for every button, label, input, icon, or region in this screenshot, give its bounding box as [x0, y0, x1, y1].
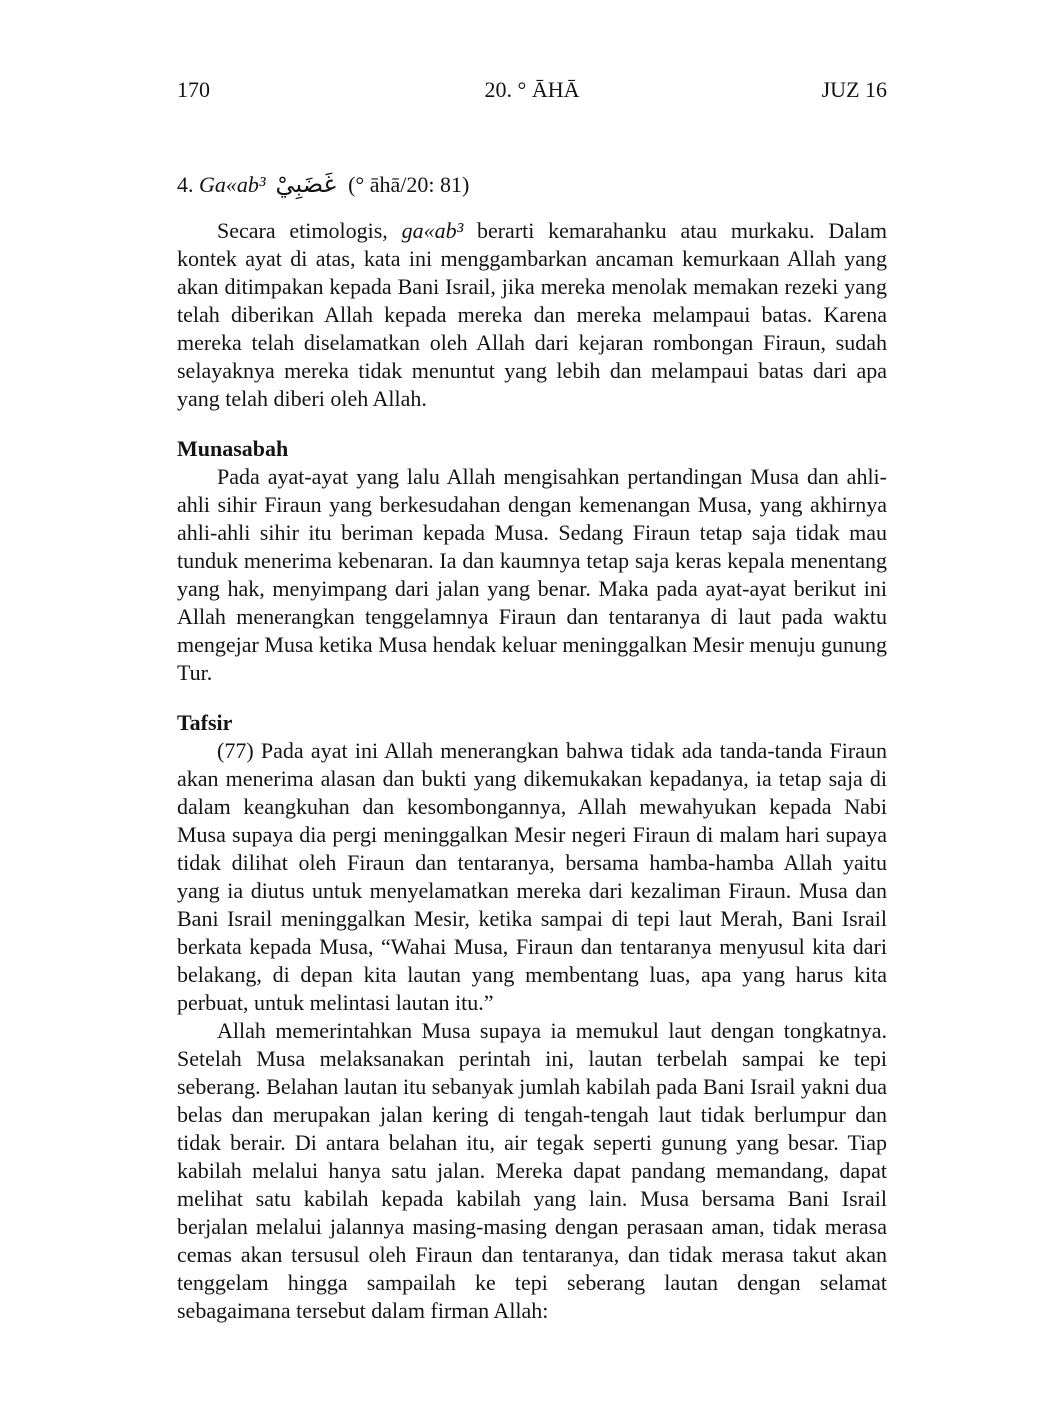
etymology-paragraph: [177, 217, 887, 413]
munasabah-paragraph: Pada ayat-ayat yang lalu Allah mengisahkan pertandingan Musa dan ahli-ahli sihir Firaun yang berkesudahan dengan kemenangan Musa, yang akhirnya ahli-ahli sihir itu beriman kepada Musa. Sedang Firaun tetap saja tidak mau tunduk menerima kebenaran. Ia dan kaumnya tetap saja keras kepala menentang yang hak, menyimpang dari jalan yang benar. Maka pada ayat-ayat berikut ini Allah menerangkan tenggelamnya Firaun dan tentaranya di laut pada waktu mengejar Musa ketika Musa hendak keluar meninggalkan Mesir menuju gunung Tur.: [177, 464, 887, 685]
term-reference: (° āhā/20: 81): [348, 172, 470, 197]
term-number: 4.: [177, 172, 199, 197]
tafsir-paragraph-2: Allah memerintahkan Musa supaya ia memukul laut dengan tongkatnya. Setelah Musa melaksanakan perintah ini, lautan terbelah sampai ke tepi seberang. Belahan lautan itu sebanyak jumlah kabilah pada Bani Israil yakni dua belas dan merupakan jalan kering di tengah-tengah laut tidak berlumpur dan tidak berair. Di antara belahan itu, air tegak seperti gunung yang besar. Tiap kabilah melalui hanya satu jalan. Mereka dapat pandang memandang, dapat melihat satu kabilah kepada kabilah yang lain. Musa bersama Bani Israil berjalan melalui jalannya masing-masing dengan perasaan aman, tidak merasa cemas akan tersusul oleh Firaun dan tentaranya, dan tidak merasa takut akan tenggelam hingga sampailah ke tepi seberang lautan dengan selamat sebagaimana tersebut dalam firman Allah:: [177, 1018, 887, 1323]
tafsir-heading: Tafsir: [177, 710, 233, 735]
juz-label: JUZ 16: [821, 77, 888, 102]
term-latin: Ga«ab³: [199, 172, 266, 197]
page-header: [177, 76, 887, 104]
surah-title: 20. ° ĀHĀ: [484, 77, 580, 102]
etymology-text-before: Secara etimologis,: [217, 218, 402, 243]
page-number: 170: [177, 77, 210, 102]
munasabah-heading: Munasabah: [177, 436, 289, 461]
etymology-text-after: berarti kemarahanku atau murkaku. Dalam kontek ayat di atas, kata ini menggambarkan ancaman kemurkaan Allah yang akan ditimpakan kepada Bani Israil, jika mereka menolak memakan rezeki yang telah diberikan Allah kepada mereka dan mereka melampaui batas. Karena mereka telah diselamatkan oleh Allah dari kejaran rombongan Firaun, sudah selayaknya mereka tidak menuntut yang lebih dan melampaui batas dari apa yang telah diberi oleh Allah.: [177, 218, 887, 411]
term-heading: [177, 162, 887, 207]
term-arabic-text: غَضَبِيْ: [275, 170, 337, 198]
tafsir-paragraph-1: (77) Pada ayat ini Allah menerangkan bahwa tidak ada tanda-tanda Firaun akan menerima alasan dan bukti yang dikemukakan kepadanya, ia tetap saja di dalam keangkuhan dan kesombongannya, Allah mewahyukan kepada Nabi Musa supaya dia pergi meninggalkan Mesir negeri Firaun di malam hari supaya tidak dilihat oleh Firaun dan tentaranya, bersama hamba-hamba Allah yaitu yang ia diutus untuk menyelamatkan mereka dari kezaliman Firaun. Musa dan Bani Israil meninggalkan Mesir, ketika sampai di tepi laut Merah, Bani Israil berkata kepada Musa, “Wahai Musa, Firaun dan tentaranya menyusul kita dari belakang, di depan kita lautan yang membentang luas, apa yang harus kita perbuat, untuk melintasi lautan itu.”: [177, 738, 887, 1015]
etymology-term-italic: ga«ab³: [401, 218, 464, 243]
